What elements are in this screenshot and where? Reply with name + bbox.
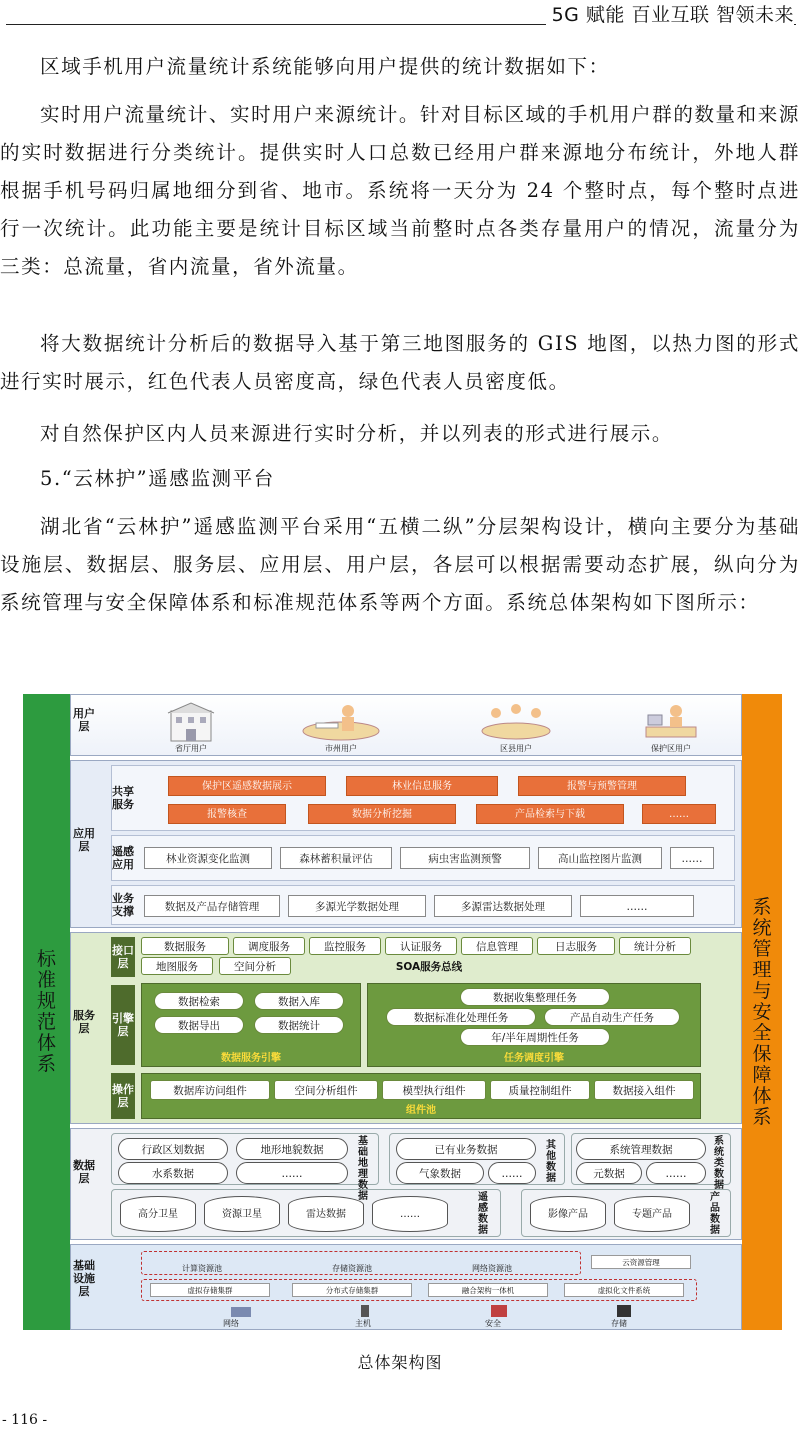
workstation-icon [626,701,716,743]
data-item: 行政区划数据 [118,1138,228,1160]
hardware-label: 存储 [611,1319,627,1328]
task-engine-label: 任务调度引擎 [504,1053,564,1064]
rs-application-label: 遥感应用 [112,845,134,871]
app-box: …… [580,895,694,917]
data-item: 影像产品 [530,1196,606,1232]
app-box: 森林蓄积量评估 [280,847,392,869]
network-icon [231,1307,251,1317]
app-box: 数据分析挖掘 [308,804,456,824]
interface-label: 接口层 [111,937,135,977]
user-label-province: 省厅用户 [175,744,207,753]
data-item: 元数据 [576,1162,642,1184]
system-data-group [571,1133,731,1191]
cluster-group [141,1279,697,1301]
hardware-label: 主机 [355,1319,371,1328]
product-data-label: 产品数据 [710,1192,720,1236]
figure-caption: 总体架构图 [357,1353,443,1372]
engine-box: 数据检索 [154,992,244,1010]
app-box: 林业资源变化监测 [144,847,272,869]
service-box: 空间分析 [219,957,291,975]
paragraph-1: 区域手机用户流量统计系统能够向用户提供的统计数据如下： [40,55,610,78]
task-engine-panel [367,983,701,1067]
data-item: 地形地貌数据 [236,1138,348,1160]
person-desk-icon [296,701,386,743]
biz-support-group [111,885,735,925]
data-item: 高分卫星 [120,1196,196,1232]
engine-box: 数据标准化处理任务 [386,1008,536,1026]
service-box: 日志服务 [537,937,615,955]
data-item: 系统管理数据 [576,1138,706,1160]
operation-label: 操作层 [111,1073,135,1119]
pool-label: 存储资源池 [332,1264,372,1273]
data-item: …… [646,1162,706,1184]
data-layer-label: 数据层 [73,1159,95,1185]
host-icon [361,1305,369,1317]
shared-service-group [111,765,735,831]
cluster-box: 虚拟化文件系统 [564,1283,684,1297]
data-item: 资源卫星 [204,1196,280,1232]
page-number: - 116 - [2,1412,48,1428]
data-item: …… [236,1162,348,1184]
user-label-county: 区县用户 [500,744,532,753]
basic-geo-label: 基础地理数据 [358,1136,368,1202]
building-icon [146,701,236,743]
paragraph-2: 实时用户流量统计、实时用户来源统计。针对目标区域的手机用户群的数量和来源的实时数据进行分类统计。提供实时人口总数已经用户群来源地分布统计，外地人群根据手机号码归属地细分到省、地市。系统将一天分为 24 个整时点，每个整时点进行一次统计。此功能主要是统计目标区域当前整时点各类存量用户的情况，流量分为三类：总流量，省内流量，省外流量。 [0,103,800,278]
data-item: 气象数据 [396,1162,484,1184]
rs-data-label: 遥感数据 [478,1192,488,1236]
service-box: 数据服务 [141,937,229,955]
app-box: …… [670,847,714,869]
security-icon [491,1305,507,1317]
soa-bus: SOA服务总线 [395,961,463,973]
paragraph-3: 将大数据统计分析后的数据导入基于第三地图服务的 GIS 地图，以热力图的形式进行实时展示，红色代表人员密度高，绿色代表人员密度低。 [0,332,800,393]
other-data-group [389,1133,565,1185]
data-engine-panel [141,983,361,1067]
hardware-label: 安全 [485,1319,501,1328]
app-box: 病虫害监测预警 [400,847,530,869]
app-box: 林业信息服务 [346,776,498,796]
component-box: 数据接入组件 [594,1080,694,1100]
header-title: 5G 赋能 百业互联 智领未来 [546,0,794,27]
service-box: 监控服务 [309,937,381,955]
data-item: 专题产品 [614,1196,690,1232]
component-pool-label: 组件池 [406,1105,436,1116]
cluster-box: 虚拟存储集群 [150,1283,270,1297]
paragraph-5: 湖北省“云林护”遥感监测平台采用“五横二纵”分层架构设计，横向主要分为基础设施层、数据层、服务层、应用层、用户层，各层可以根据需要动态扩展，纵向分为系统管理与安全保障体系和标准规范体系等两个方面。系统总体架构如下图所示： [0,515,800,614]
service-layer-label: 服务层 [73,1009,95,1035]
product-data-group [521,1189,731,1237]
component-box: 空间分析组件 [274,1080,378,1100]
cluster-box: 分布式存储集群 [292,1283,412,1297]
storage-icon [617,1305,631,1317]
meeting-icon [471,701,561,743]
cluster-box: 融合架构一体机 [428,1283,548,1297]
service-box: 调度服务 [233,937,305,955]
app-box: 多源雷达数据处理 [434,895,572,917]
component-box: 质量控制组件 [490,1080,590,1100]
engine-box: 年/半年周期性任务 [460,1028,610,1046]
app-box: 高山监控图片监测 [538,847,662,869]
pool-label: 网络资源池 [472,1264,512,1273]
page-header [0,0,800,30]
app-box: 数据及产品存储管理 [144,895,280,917]
app-box: 产品检索与下载 [476,804,624,824]
user-layer [70,694,742,756]
architecture-diagram [23,694,782,1330]
app-box: 多源光学数据处理 [288,895,426,917]
app-box: …… [642,804,716,824]
data-item: …… [372,1196,448,1232]
data-item: 水系数据 [118,1162,228,1184]
pool-label: 计算资源池 [182,1264,222,1273]
app-box: 保护区遥感数据展示 [168,776,326,796]
app-box: 报警与预警管理 [518,776,686,796]
app-box: 报警核查 [168,804,286,824]
data-engine-label: 数据服务引擎 [221,1053,281,1064]
service-box: 统计分析 [619,937,691,955]
engine-box: 数据导出 [154,1016,244,1034]
cloud-mgmt: 云资源管理 [591,1255,691,1269]
service-box: 信息管理 [461,937,533,955]
user-layer-label: 用户层 [73,707,95,733]
paragraph-4: 对自然保护区内人员来源进行实时分析，并以列表的形式进行展示。 [40,422,674,445]
data-item: …… [488,1162,536,1184]
infrastructure-layer [70,1244,742,1330]
rs-application-group [111,835,735,881]
data-item: 已有业务数据 [396,1138,536,1160]
system-data-label: 系统类数据 [714,1136,724,1191]
service-box: 认证服务 [385,937,457,955]
service-layer [70,932,742,1124]
service-box: 地图服务 [141,957,213,975]
other-data-label: 其他数据 [546,1140,556,1184]
rs-data-group [111,1189,501,1237]
biz-support-label: 业务支撑 [112,892,134,918]
basic-geo-group [111,1133,379,1202]
app-layer-label: 应用层 [73,827,95,853]
data-layer [70,1128,742,1240]
data-item: 雷达数据 [288,1196,364,1232]
engine-box: 数据收集整理任务 [460,988,610,1006]
application-layer [70,760,742,928]
engine-box: 数据统计 [254,1016,344,1034]
user-label-reserve: 保护区用户 [651,744,691,753]
infra-layer-label: 基础设施层 [73,1259,95,1298]
resource-pool-group [141,1251,581,1275]
engine-box: 数据入库 [254,992,344,1010]
component-box: 模型执行组件 [382,1080,486,1100]
component-pool-panel [141,1073,701,1119]
standards-bar: 标准规范体系 [23,694,70,1330]
shared-service-label: 共享服务 [112,785,134,811]
engine-box: 产品自动生产任务 [544,1008,680,1026]
component-box: 数据库访问组件 [150,1080,270,1100]
security-bar: 系统管理与安全保障体系 [742,694,782,1330]
user-label-city: 市州用户 [325,744,357,753]
section-heading: 5.“云林护”遥感监测平台 [40,467,275,490]
hardware-label: 网络 [223,1319,239,1328]
engine-label: 引擎层 [111,985,135,1065]
